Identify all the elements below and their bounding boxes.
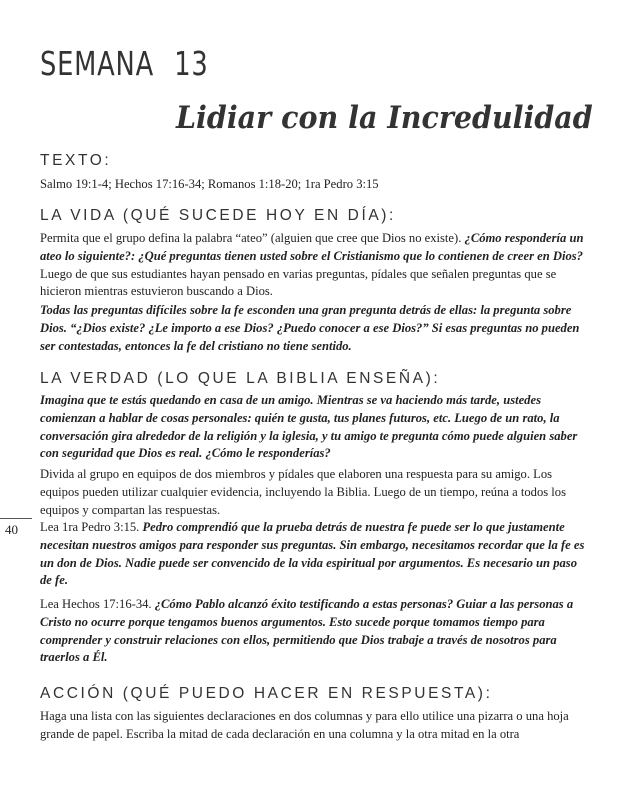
accion-paragraph-1: Haga una lista con las siguientes declaraciones en dos columnas y para ello utilice una pizarra o una hoja grande de papel. Escriba la mitad de cada declaración en una columna y la otra mitad en la otra	[40, 709, 569, 741]
vida-paragraph-2: Todas las preguntas difíciles sobre la fe esconden una gran pregunta detrás de ellas: la pregunta sobre Dios. “¿Dios existe? ¿Le importo a ese Dios? ¿Puedo conocer a ese Dios?” Si esas preguntas no pueden ser contestadas, entonces la fe del cristiano no tiene sentido.	[40, 303, 580, 353]
vida-paragraph-1	[40, 230, 590, 301]
verdad-p4-lead: Lea Hechos 17:16-34.	[40, 597, 155, 611]
accion-heading: ACCIÓN (QUÉ PUEDO HACER EN RESPUESTA):	[40, 685, 493, 702]
verdad-paragraph-3	[40, 519, 590, 590]
scripture-references: Salmo 19:1-4; Hechos 17:16-34; Romanos 1:18-20; 1ra Pedro 3:15	[40, 177, 379, 191]
vida-p1-question: ¿Cómo respondería un ateo lo siguiente?: ¿Qué preguntas tienen usted sobre el Cristianismo que lo contienen de creer en Dios?	[40, 231, 584, 263]
week-number: 13	[174, 44, 209, 83]
week-label: SEMANA	[40, 44, 154, 83]
verdad-p3-lead: Lea 1ra Pedro 3:15.	[40, 520, 143, 534]
texto-heading: TEXTO:	[40, 152, 112, 169]
vida-heading: LA VIDA (QUÉ SUCEDE HOY EN DÍA):	[40, 207, 396, 224]
verdad-paragraph-4	[40, 596, 590, 667]
verdad-heading: LA VERDAD (LO QUE LA BIBLIA ENSEÑA):	[40, 370, 441, 387]
vida-p1-lead: Permita que el grupo defina la palabra “ateo” (alguien que cree que Dios no existe).	[40, 231, 465, 245]
vida-p1-tail: Luego de que sus estudiantes hayan pensado en varias preguntas, pídales que señalen preguntas que se hicieron mientras estuvieron buscando a Dios.	[40, 266, 557, 299]
lesson-title: Lidiar con la Incredulidad	[176, 100, 593, 136]
week-heading	[40, 44, 209, 83]
page-number-rule	[0, 518, 32, 519]
verdad-p3-body: Pedro comprendió que la prueba detrás de nuestra fe puede ser lo que justamente necesitan nuestros amigos para responder sus preguntas. Sin embargo, necesitamos recordar que la fe es un don de Dios. Nadie puede ser convencido de la vida espiritual por argumentos. Es necesario un paso de fe.	[40, 520, 585, 588]
page-number: 40	[5, 522, 18, 537]
verdad-p4-body: ¿Cómo Pablo alcanzó éxito testificando a estas personas? Guiar a las personas a Cristo no ocurre porque tengamos buenos argumentos. Esto sucede porque tomamos tiempo para comprender y construir relaciones con ellos, permitiendo que Dios trabaje a través de nosotros para traerlos a Él.	[40, 597, 574, 665]
verdad-paragraph-1: Imagina que te estás quedando en casa de un amigo. Mientras se va haciendo más tarde, ustedes comienzan a hablar de cosas personales: quién te gusta, tus planes futuros, etc. Luego de un rato, la conversación gira alrededor de la religión y la iglesia, y tu amigo te pregunta cómo puede alguien saber con seguridad que Dios es real. ¿Cómo le responderías?	[40, 393, 578, 461]
verdad-paragraph-2: Divida al grupo en equipos de dos miembros y pídales que elaboren una respuesta para su amigo. Los equipos pueden utilizar cualquier evidencia, incluyendo la Biblia. Luego de un tiempo, reúna a todos los equipos y compartan las respuestas.	[40, 467, 566, 517]
